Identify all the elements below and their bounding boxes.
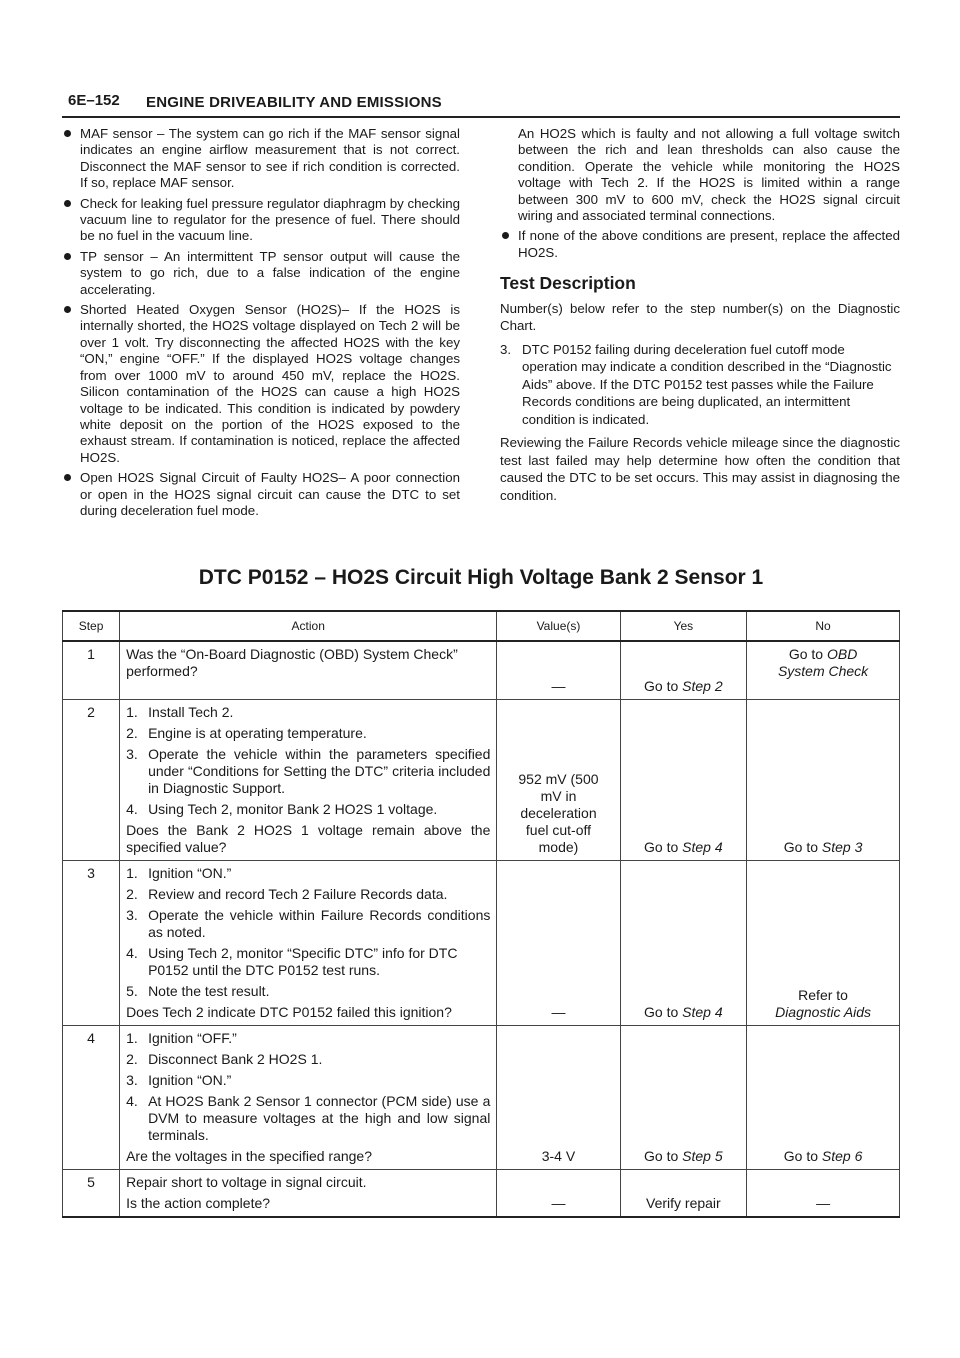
- no-cell: —: [747, 1169, 900, 1217]
- faulty-ho2s-paragraph: An HO2S which is faulty and not allowing a full voltage switch between the rich and lean thresholds can also cause the condition. Operate the vehicle while monitoring the HO2S voltage with Tech 2. If the HO2S is limited within a range between 300 mV to 600 mV, check the HO2S signal circuit wiring and associated terminal connections.: [518, 126, 900, 224]
- step-action: [120, 860, 497, 1025]
- test-description-heading: Test Description: [500, 273, 636, 294]
- step-number: 1: [63, 641, 120, 699]
- action-item: 2. Engine is at operating temperature.: [126, 724, 367, 741]
- action-question: Does Tech 2 indicate DTC P0152 failed this ignition?: [126, 1003, 452, 1020]
- yes-link[interactable]: Step 4: [682, 838, 723, 855]
- no-link[interactable]: Step 3: [821, 838, 863, 855]
- step-values: 952 mV (500 mV in deceleration fuel cut-off mode): [497, 699, 620, 860]
- yes-link[interactable]: Step 4: [682, 1003, 723, 1020]
- yes-link[interactable]: Step 5: [682, 1147, 723, 1164]
- table-row: [63, 1025, 900, 1169]
- yes-link[interactable]: Step 2: [682, 677, 723, 694]
- step-values: —: [497, 641, 620, 699]
- diagnostic-table: [62, 610, 900, 1218]
- page-number: 6E–152: [68, 92, 120, 109]
- no-cell: [747, 641, 900, 699]
- step-action: [120, 1025, 497, 1169]
- no-cell: [747, 699, 900, 860]
- dtc-table-title: DTC P0152 – HO2S Circuit High Voltage Bank 2 Sensor 1: [198, 566, 764, 589]
- no-link[interactable]: Step 6: [821, 1147, 863, 1164]
- action-item: 1. Ignition “OFF.”: [126, 1029, 237, 1046]
- page-header: [62, 88, 900, 118]
- table-row: [63, 1169, 900, 1217]
- no-cell: [747, 860, 900, 1025]
- step-action: [120, 1169, 497, 1217]
- bullet-replace-ho2s: If none of the above conditions are present, replace the affected HO2S.: [500, 228, 900, 261]
- action-question: Are the voltages in the specified range?: [126, 1147, 372, 1164]
- bullet-shorted-ho2s: Shorted Heated Oxygen Sensor (HO2S)– If the HO2S is internally shorted, the HO2S voltage displayed on Tech 2 will be over 1 volt. Try disconnecting the affected HO2S with the key “ON,” engine “OFF.” If the displayed HO2S voltage changes from over 1000 mV to around 450 mV, replace the HO2S. Silicon contamination of the HO2S can cause a high HO2S voltage to be indicated. This condition is indicated by powdery white deposit on the portion of the HO2S exposed to the exhaust stream. If contamination is noticed, replace the affected HO2S.: [62, 302, 460, 466]
- yes-prefix: Go to: [644, 1003, 679, 1020]
- bullet-fuel-pressure-regulator: Check for leaking fuel pressure regulator diaphragm by checking vacuum line to regulator for the presence of fuel. There should be no fuel in the vacuum line.: [62, 196, 460, 245]
- no-cell: [747, 1025, 900, 1169]
- bullet-tp-sensor: TP sensor – An intermittent TP sensor output will cause the system to go rich, due to a false indication of the engine accelerating.: [62, 249, 460, 298]
- section-title: ENGINE DRIVEABILITY AND EMISSIONS: [146, 94, 442, 111]
- table-row: [63, 699, 900, 860]
- test-description-intro: Number(s) below refer to the step number(s) on the Diagnostic Chart.: [500, 300, 900, 334]
- yes-cell: [620, 641, 747, 699]
- action-item: 1. Install Tech 2.: [126, 703, 234, 720]
- step-number: 5: [63, 1169, 120, 1217]
- action-question: Does the Bank 2 HO2S 1 voltage remain above the specified value?: [126, 821, 491, 855]
- step-action: [120, 641, 497, 699]
- header-action: Action: [120, 611, 497, 641]
- no-prefix: Go to: [783, 1147, 818, 1164]
- yes-cell: [620, 699, 747, 860]
- header-yes: Yes: [620, 611, 747, 641]
- yes-cell: [620, 1025, 747, 1169]
- step-values: —: [497, 1169, 620, 1217]
- step-number: 2: [63, 699, 120, 860]
- table-row: [63, 641, 900, 699]
- action-text: Repair short to voltage in signal circuit.: [126, 1173, 367, 1190]
- no-link[interactable]: Diagnostic Aids: [775, 1003, 872, 1020]
- action-item: 4. At HO2S Bank 2 Sensor 1 connector (PCM side) use a DVM to measure voltages at the high and low signal terminals.: [126, 1092, 491, 1143]
- action-item: 2. Review and record Tech 2 Failure Records data.: [126, 885, 448, 902]
- step-values: —: [497, 860, 620, 1025]
- yes-prefix: Go to: [644, 1147, 679, 1164]
- action-item: 3. Operate the vehicle within Failure Records conditions as noted.: [126, 906, 491, 940]
- yes-prefix: Go to: [644, 838, 679, 855]
- left-column: [62, 126, 460, 523]
- step-number: 4: [63, 1025, 120, 1169]
- step-values: 3-4 V: [497, 1025, 620, 1169]
- header-rule: [62, 116, 900, 118]
- no-prefix: Go to: [788, 646, 824, 662]
- no-prefix: Refer to: [798, 986, 848, 1003]
- yes-cell: [620, 860, 747, 1025]
- item-number: 3.: [500, 341, 512, 357]
- action-item: 5. Note the test result.: [126, 982, 270, 999]
- header-no: No: [747, 611, 900, 641]
- action-question: Is the action complete?: [126, 1194, 271, 1211]
- yes-prefix: Go to: [644, 677, 679, 694]
- step-number: 3: [63, 860, 120, 1025]
- table-header-row: [63, 611, 900, 641]
- bullet-open-ho2s-circuit: Open HO2S Signal Circuit of Faulty HO2S– A poor connection or open in the HO2S signal circuit can cause the DTC to set during deceleration fuel mode.: [62, 470, 460, 519]
- test-description-closing: Reviewing the Failure Records vehicle mileage since the diagnostic test last failed may help determine how often the condition that caused the DTC to be set occurs. This may assist in diagnosing the condition.: [500, 435, 900, 503]
- action-item: 4. Using Tech 2, monitor Bank 2 HO2S 1 voltage.: [126, 800, 438, 817]
- action-item: 3. Operate the vehicle within the parameters specified under “Conditions for Setting the DTC” criteria included in Diagnostic Support.: [126, 745, 491, 796]
- bullet-maf-sensor: MAF sensor – The system can go rich if the MAF sensor signal indicates an engine airflow measurement that is not correct. Disconnect the MAF sensor to see if rich condition is corrected. If so, replace MAF sensor.: [62, 126, 460, 192]
- action-item: 2. Disconnect Bank 2 HO2S 1.: [126, 1050, 323, 1067]
- action-question: Was the “On-Board Diagnostic (OBD) System Check” performed?: [126, 646, 458, 679]
- no-prefix: Go to: [783, 838, 818, 855]
- item-text: DTC P0152 failing during deceleration fuel cutoff mode operation may indicate a condition described in the “Diagnostic Aids” above. If the DTC P0152 test passes while the Failure Records conditions are being duplicated, an intermittent condition is indicated.: [522, 341, 892, 427]
- action-item: 3. Ignition “ON.”: [126, 1071, 232, 1088]
- table-row: [63, 860, 900, 1025]
- action-item: 1. Ignition “ON.”: [126, 864, 232, 881]
- test-description-item-3: [500, 341, 900, 429]
- action-item: 4. Using Tech 2, monitor “Specific DTC” info for DTC P0152 until the DTC P0152 test runs.: [126, 944, 458, 978]
- step-action: [120, 699, 497, 860]
- header-values: Value(s): [497, 611, 620, 641]
- no-link[interactable]: OBD System Check: [777, 646, 869, 679]
- right-column: [500, 126, 900, 510]
- yes-cell: Verify repair: [620, 1169, 747, 1217]
- header-step: Step: [63, 611, 120, 641]
